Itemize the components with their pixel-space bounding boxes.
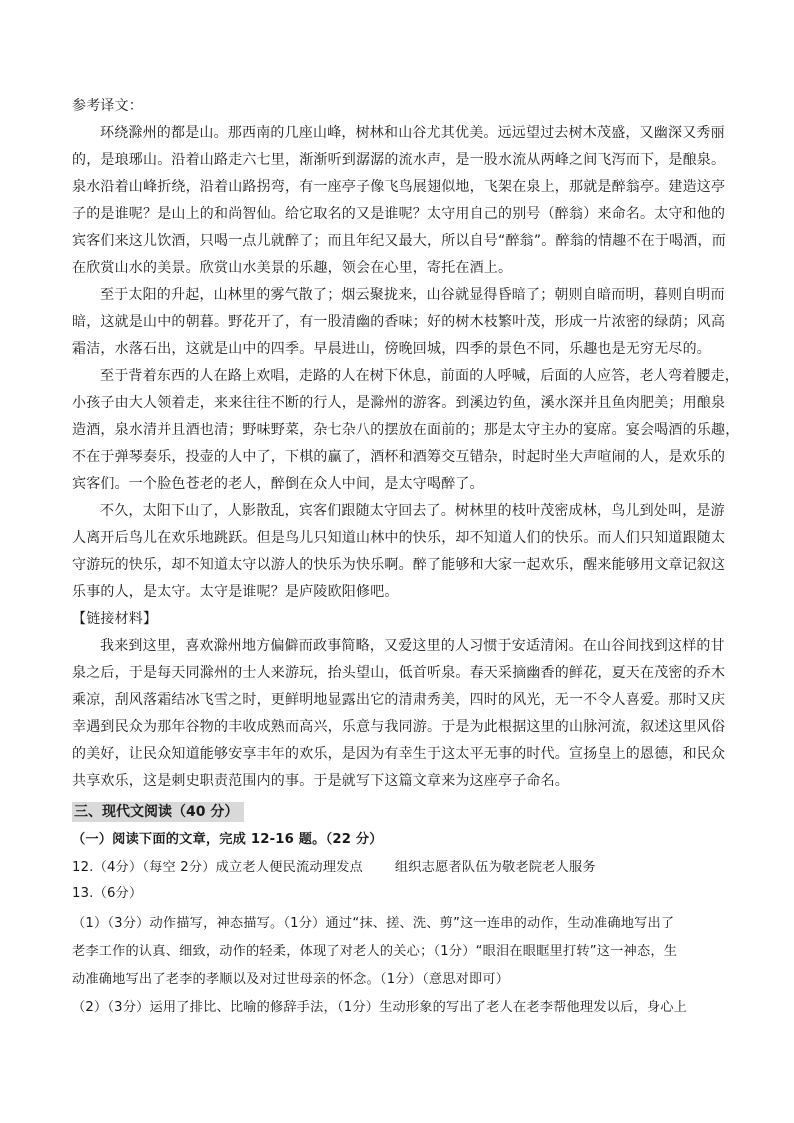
para5-line-2: 泉之后，于是每天同滁州的士人来游玩，抬头望山，低首听泉。春天采摘幽香的鲜花，夏天在茂密的乔木 — [72, 665, 726, 681]
translation-heading: 参考译文： — [72, 98, 143, 114]
q13-heading: 13.（6分） — [72, 886, 143, 901]
para4-line-2: 人离开后鸟儿在欢乐地跳跃。但是鸟儿只知道山林中的快乐，却不知道人们的快乐。而人们只知道跟随太 — [72, 530, 726, 546]
para5-line-6: 共享欢乐，这是刺史职责范围内的事。于是就写下这篇文章来为这座亭子命名。 — [72, 773, 569, 789]
para1-line-6: 在欣赏山水的美景。欣赏山水美景的乐趣，领会在心里，寄托在酒上。 — [72, 260, 513, 276]
para1-line-2: 的，是琅琊山。沿着山路走六七里，渐渐听到潺潺的流水声，是一股水流从两峰之间飞泻而下，是酿泉。 — [72, 152, 726, 168]
para2-line-1: 至于太阳的升起，山林里的雾气散了；烟云聚拢来，山谷就显得昏暗了；朝则自暗而明，暮则自明而 — [100, 287, 725, 303]
para1-line-3: 泉水沿着山峰折绕，沿着山路拐弯，有一座亭子像飞鸟展翅似地，飞架在泉上，那就是醉翁亭。建造这亭 — [72, 179, 726, 195]
para4-line-4: 乐事的人，是太守。太守是谁呢？是庐陵欧阳修吧。 — [72, 584, 399, 600]
q12-answer — [72, 858, 596, 878]
section-3-title: 三、现代文阅读（40 分） — [72, 802, 244, 822]
para3-line-3: 造酒，泉水清并且酒也清；野味野菜，杂七杂八的摆放在面前的；那是太守主办的宴席。宴会喝酒的乐趣， — [72, 422, 740, 438]
subsection-1-title: （一）阅读下面的文章，完成 12-16 题。（22 分） — [72, 832, 383, 847]
para5-line-5: 的美好，让民众知道能够安享丰年的欢乐，是因为有幸生于这太平无事的时代。宣扬皇上的恩德，和民众 — [72, 746, 726, 762]
q13-1-line-2: 老李工作的认真、细致，动作的轻柔，体现了对老人的关心；（1分）“眼泪在眼眶里打转”这一神态，生 — [72, 944, 678, 959]
para5-line-4: 幸遇到民众为那年谷物的丰收成熟而高兴，乐意与我同游。于是为此根据这里的山脉河流，叙述这里风俗 — [72, 719, 726, 735]
q13-2-line-1: （2）（3分）运用了排比、比喻的修辞手法，（1分）生动形象的写出了老人在老李帮他理发以后，身心上 — [72, 1000, 688, 1015]
para1-line-4: 子的是谁呢？是山上的和尚智仙。给它取名的又是谁呢？太守用自己的别号（醉翁）来命名。太守和他的 — [72, 206, 726, 222]
para1-line-5: 宾客们来这儿饮酒，只喝一点儿就醉了；而且年纪又最大，所以自号“醉翁”。醉翁的情趣不在于喝酒，而 — [72, 233, 726, 249]
para3-line-5: 宾客们。一个脸色苍老的老人，醉倒在众人中间，是太守喝醉了。 — [72, 476, 484, 492]
q13-1-line-1: （1）（3分）动作描写，神态描写。（1分）通过“抹、搓、洗、剪”这一连串的动作，生动准确地写出了 — [72, 916, 675, 931]
para2-line-2: 暗，这就是山中的朝暮。野花开了，有一股清幽的香味；好的树木枝繁叶茂，形成一片浓密的绿荫；风高 — [72, 314, 726, 330]
para5-line-3: 乘凉，刮风落霜结冰飞雪之时，更鲜明地显露出它的清肃秀美，四时的风光，无一不令人喜爱。那时又庆 — [72, 692, 726, 708]
para1-line-1: 环绕滁州的都是山。那西南的几座山峰，树林和山谷尤其优美。远远望过去树木茂盛，又幽深又秀丽 — [100, 125, 725, 141]
para4-line-1: 不久，太阳下山了，人影散乱，宾客们跟随太守回去了。树林里的枝叶茂密成林，鸟儿到处叫，是游 — [100, 503, 725, 519]
para4-line-3: 守游玩的快乐，却不知道太守以游人的快乐为快乐啊。醉了能够和大家一起欢乐，醒来能够用文章记叙这 — [72, 557, 726, 573]
q12-answer-2: 组织志愿者队伍为敬老院老人服务 — [394, 860, 596, 875]
para5-line-1: 我来到这里，喜欢滁州地方偏僻而政事简略，又爱这里的人习惯于安适清闲。在山谷间找到这样的甘 — [100, 638, 725, 654]
para3-line-2: 小孩子由大人领着走，来来往往不断的行人，是滁州的游客。到溪边钓鱼，溪水深并且鱼肉肥美；用酿泉 — [72, 395, 726, 411]
para3-line-1: 至于背着东西的人在路上欢唱，走路的人在树下休息，前面的人呼喊，后面的人应答，老人弯着腰走， — [100, 368, 739, 384]
q13-1-line-3: 动准确地写出了老李的孝顺以及对过世母亲的怀念。（1分）（意思对即可） — [72, 972, 510, 987]
para3-line-4: 不在于弹琴奏乐，投壶的人中了，下棋的赢了，酒杯和酒筹交互错杂，时起时坐大声喧闹的人，是欢乐的 — [72, 449, 726, 465]
q12-prefix: 12.（4分）（每空 2分）成立老人便民流动理发点 — [72, 860, 363, 875]
link-material-heading: 【链接材料】 — [72, 611, 158, 627]
para2-line-3: 霜洁，水落石出，这就是山中的四季。早晨进山，傍晚回城，四季的景色不同，乐趣也是无穷无尽的。 — [72, 341, 711, 357]
